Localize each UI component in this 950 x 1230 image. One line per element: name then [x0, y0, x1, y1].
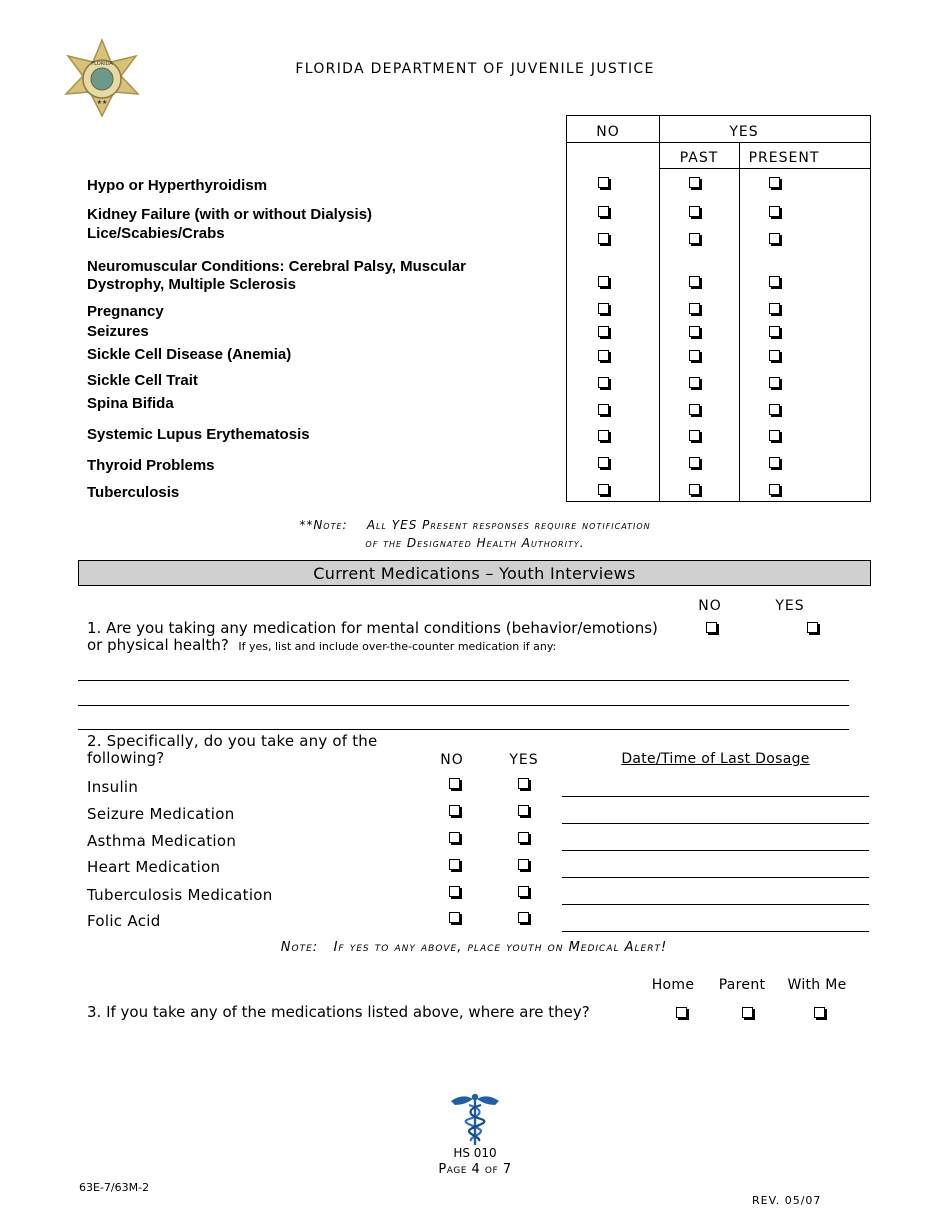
- question-3-text: 3. If you take any of the medications listed above, where are they?: [87, 1003, 590, 1021]
- medication-yes-checkbox[interactable]: [518, 912, 529, 923]
- checkbox-no[interactable]: [598, 350, 609, 361]
- section-header: Current Medications – Youth Interviews: [78, 560, 871, 586]
- medication-no-checkbox[interactable]: [449, 859, 460, 870]
- medication-yes-checkbox[interactable]: [518, 859, 529, 870]
- checkbox-no[interactable]: [598, 457, 609, 468]
- condition-label-cont: Dystrophy, Multiple Sclerosis: [87, 276, 296, 293]
- checkbox-no[interactable]: [598, 377, 609, 388]
- svg-text:FLORIDA: FLORIDA: [91, 61, 113, 67]
- medication-yes-checkbox[interactable]: [518, 886, 529, 897]
- checkbox-yes-past[interactable]: [689, 303, 700, 314]
- checkbox-yes-present[interactable]: [769, 484, 780, 495]
- checkbox-yes-present[interactable]: [769, 303, 780, 314]
- rule-number: 63E-7/63M-2: [79, 1181, 150, 1194]
- medication-no-checkbox[interactable]: [449, 832, 460, 843]
- medication-no-checkbox[interactable]: [449, 912, 460, 923]
- caduceus-logo: [449, 1091, 501, 1147]
- note-text-line2: of the Designated Health Authority.: [365, 536, 585, 550]
- date-time-header: Date/Time of Last Dosage: [621, 751, 810, 767]
- q1-yes-header: YES: [775, 598, 805, 614]
- condition-label: Pregnancy: [87, 303, 164, 320]
- seal-star-icon: [58, 38, 146, 118]
- q3-with-me-checkbox[interactable]: [814, 1007, 825, 1018]
- condition-label: Sickle Cell Trait: [87, 372, 198, 389]
- checkbox-no[interactable]: [598, 177, 609, 188]
- checkbox-yes-past[interactable]: [689, 326, 700, 337]
- q3-option-home: Home: [651, 977, 695, 993]
- caduceus-icon: [449, 1091, 501, 1147]
- note-prefix: **: [299, 518, 314, 532]
- condition-label: Thyroid Problems: [87, 457, 215, 474]
- col-header-past: PAST: [679, 150, 719, 166]
- condition-label: Tuberculosis: [87, 484, 180, 501]
- checkbox-no[interactable]: [598, 303, 609, 314]
- question-1-text: [87, 620, 658, 655]
- condition-label: Spina Bifida: [87, 395, 174, 412]
- col-header-no: NO: [596, 124, 620, 140]
- medication-no-checkbox[interactable]: [449, 805, 460, 816]
- checkbox-no[interactable]: [598, 206, 609, 217]
- checkbox-yes-present[interactable]: [769, 326, 780, 337]
- dosage-line[interactable]: [562, 931, 869, 932]
- q3-home-checkbox[interactable]: [676, 1007, 687, 1018]
- condition-label: Neuromuscular Conditions: Cerebral Palsy, Muscular: [87, 258, 466, 275]
- checkbox-yes-past[interactable]: [689, 457, 700, 468]
- medication-label: Heart Medication: [87, 858, 221, 876]
- conditions-table-grid: [566, 115, 871, 502]
- department-title: FLORIDA DEPARTMENT OF JUVENILE JUSTICE: [295, 61, 655, 77]
- medication-label: Seizure Medication: [87, 805, 235, 823]
- dosage-line[interactable]: [562, 850, 869, 851]
- revision-date: REV. 05/07: [752, 1194, 822, 1207]
- condition-label: Hypo or Hyperthyroidism: [87, 177, 268, 194]
- condition-label: Lice/Scabies/Crabs: [87, 225, 225, 242]
- q1-answer-line[interactable]: [78, 705, 849, 706]
- checkbox-yes-present[interactable]: [769, 457, 780, 468]
- checkbox-yes-past[interactable]: [689, 233, 700, 244]
- checkbox-yes-past[interactable]: [689, 430, 700, 441]
- q2-yes-header: YES: [509, 752, 539, 768]
- condition-label: Sickle Cell Disease (Anemia): [87, 346, 292, 363]
- note2-text: If yes to any above, place youth on Medical Alert!: [333, 940, 668, 955]
- checkbox-yes-past[interactable]: [689, 484, 700, 495]
- department-seal: [58, 38, 146, 118]
- checkbox-yes-present[interactable]: [769, 206, 780, 217]
- form-id: HS 010: [453, 1146, 497, 1160]
- note-text-line1: All YES Present responses require notification: [366, 518, 651, 532]
- checkbox-yes-present[interactable]: [769, 377, 780, 388]
- checkbox-yes-present[interactable]: [769, 177, 780, 188]
- col-header-present: PRESENT: [748, 150, 820, 166]
- note2-label: Note:: [280, 940, 319, 955]
- checkbox-no[interactable]: [598, 484, 609, 495]
- checkbox-yes-present[interactable]: [769, 404, 780, 415]
- q1-answer-line[interactable]: [78, 729, 849, 730]
- checkbox-no[interactable]: [598, 326, 609, 337]
- checkbox-yes-past[interactable]: [689, 404, 700, 415]
- medication-yes-checkbox[interactable]: [518, 778, 529, 789]
- checkbox-no[interactable]: [598, 404, 609, 415]
- page-number: Page 4 of 7: [438, 1162, 512, 1177]
- medication-yes-checkbox[interactable]: [518, 832, 529, 843]
- q2-no-header: NO: [440, 752, 464, 768]
- q1-answer-line[interactable]: [78, 680, 849, 681]
- q3-parent-checkbox[interactable]: [742, 1007, 753, 1018]
- medication-label: Tuberculosis Medication: [87, 886, 273, 904]
- condition-label: Kidney Failure (with or without Dialysis): [87, 206, 373, 223]
- question-1-line1: 1. Are you taking any medication for mental conditions (behavior/emotions): [87, 619, 658, 637]
- condition-label: Systemic Lupus Erythematosis: [87, 426, 310, 443]
- medication-label: Folic Acid: [87, 912, 161, 930]
- checkbox-yes-present[interactable]: [769, 430, 780, 441]
- notification-note: [0, 516, 950, 552]
- dosage-line[interactable]: [562, 796, 869, 797]
- checkbox-yes-past[interactable]: [689, 350, 700, 361]
- question-1-line2: or physical health?: [87, 636, 229, 654]
- question-2-text: [87, 733, 377, 767]
- checkbox-yes-present[interactable]: [769, 350, 780, 361]
- checkbox-yes-past[interactable]: [689, 177, 700, 188]
- dosage-line[interactable]: [562, 904, 869, 905]
- dosage-line[interactable]: [562, 877, 869, 878]
- q3-option-parent: Parent: [718, 977, 766, 993]
- medication-yes-checkbox[interactable]: [518, 805, 529, 816]
- checkbox-no[interactable]: [598, 276, 609, 287]
- checkbox-no[interactable]: [598, 233, 609, 244]
- checkbox-yes-past[interactable]: [689, 206, 700, 217]
- checkbox-yes-present[interactable]: [769, 233, 780, 244]
- col-header-yes: YES: [729, 124, 759, 140]
- q1-yes-checkbox[interactable]: [807, 622, 818, 633]
- medication-no-checkbox[interactable]: [449, 778, 460, 789]
- question-2-line1: 2. Specifically, do you take any of the: [87, 732, 378, 750]
- medication-no-checkbox[interactable]: [449, 886, 460, 897]
- dosage-line[interactable]: [562, 823, 869, 824]
- medication-label: Insulin: [87, 778, 139, 796]
- checkbox-yes-present[interactable]: [769, 276, 780, 287]
- q1-no-checkbox[interactable]: [706, 622, 717, 633]
- svg-text:★★: ★★: [96, 99, 108, 106]
- medication-label: Asthma Medication: [87, 832, 237, 850]
- medical-alert-note: [0, 940, 948, 955]
- condition-label: Seizures: [87, 323, 149, 340]
- question-2-line2: following?: [87, 749, 165, 767]
- q1-no-header: NO: [698, 598, 722, 614]
- note-label: Note:: [313, 518, 348, 532]
- question-1-hint: If yes, list and include over-the-counter medication if any:: [238, 640, 557, 653]
- checkbox-yes-past[interactable]: [689, 377, 700, 388]
- checkbox-yes-past[interactable]: [689, 276, 700, 287]
- checkbox-no[interactable]: [598, 430, 609, 441]
- q3-option-with-me: With Me: [787, 977, 847, 993]
